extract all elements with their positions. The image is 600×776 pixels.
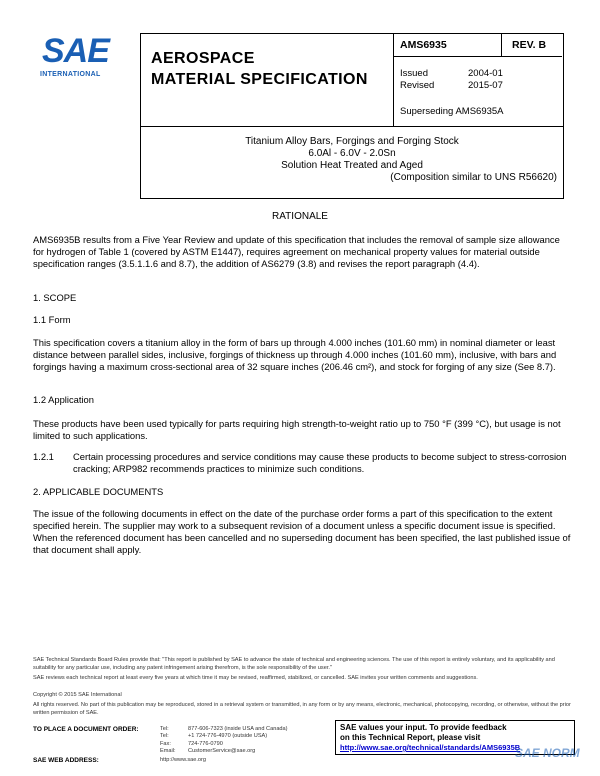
- header-title-line2: MATERIAL SPECIFICATION: [151, 71, 368, 88]
- order-label: TO PLACE A DOCUMENT ORDER:: [33, 726, 139, 733]
- title-line3: Solution Heat Treated and Aged: [281, 160, 423, 171]
- tel2-value: +1 724-776-4970 (outside USA): [188, 733, 268, 739]
- section-1-2-heading: 1.2 Application: [33, 394, 94, 405]
- revision-cell: [501, 34, 563, 56]
- fax-value: 724-776-0790: [188, 741, 223, 747]
- feedback-link[interactable]: http://www.sae.org/technical/standards/AMS6935B: [340, 743, 521, 752]
- header-title-line1: AEROSPACE: [151, 50, 255, 67]
- header-spec-row: [394, 34, 562, 57]
- web-label: SAE WEB ADDRESS:: [33, 757, 99, 764]
- revised-label: Revised: [400, 80, 435, 91]
- sae-logo-subtext: INTERNATIONAL: [40, 71, 101, 78]
- section-1-2-text: These products have been used typically for parts requiring high strength-to-weight ratio up to 750 °F (399 °C), but usage is not limited to such applications.: [33, 418, 561, 441]
- tel2-label: Tel:: [160, 733, 169, 739]
- header-title-cell: [141, 34, 394, 126]
- email-value[interactable]: CustomerService@sae.org: [188, 748, 256, 754]
- web-value[interactable]: http://www.sae.org: [160, 757, 207, 763]
- section-1-2-1-text: Certain processing procedures and service conditions may cause these products to become subject to stress-corrosion cracking; ARP982 recommends practices to minimize such conditions.: [73, 451, 567, 474]
- section-1-1-text: This specification covers a titanium alloy in the form of bars up through 4.000 inches (101.60 mm) in nominal diameter or least distance between parallel sides, inclusive, forgings of thickness up through 4.000 inches (101.60 mm), inclusive, with bars and forgings having a maximum cross-sectional area of 32 square inches (206.46 cm²), and stock for forging of any size (See 8.7).: [33, 337, 557, 372]
- section-1-2-1-number: 1.2.1: [33, 451, 54, 462]
- issued-label: Issued: [400, 68, 428, 79]
- section-2-heading: 2. APPLICABLE DOCUMENTS: [33, 486, 164, 497]
- tel-value: 877-606-7323 (inside USA and Canada): [188, 726, 288, 732]
- title-line1: Titanium Alloy Bars, Forgings and Forging Stock: [245, 136, 459, 147]
- footer-para-1: SAE Technical Standards Board Rules provide that: "This report is published by SAE to advance the state of technical and engineering sciences. The use of this report is entirely voluntary, and its applicability and suitability for any particular use, including any patent infringement arising therefrom, is the sole responsibility of the user.": [33, 657, 555, 671]
- feedback-line2: on this Technical Report, please visit: [340, 733, 481, 742]
- sae-logo: [36, 34, 128, 82]
- footer-para-4: All rights reserved. No part of this publication may be reproduced, stored in a retrieval system or transmitted, in any form or by any means, electronic, mechanical, photocopying, recording, or otherwise, without the prior written permission of SAE.: [33, 702, 571, 716]
- issued-date: 2004-01: [468, 68, 503, 79]
- title-line2: 6.0Al - 6.0V - 2.0Sn: [308, 148, 396, 159]
- title-box: [140, 126, 564, 199]
- email-label: Email:: [160, 748, 176, 754]
- revised-date: 2015-07: [468, 80, 503, 91]
- section-2-text: The issue of the following documents in effect on the date of the purchase order forms a part of this specification to the extent specified herein. The supplier may work to a subsequent revision of a document unless a specific document issue is specified. When the referenced document has been cancelled and no superseding document has been specified, the last published issue of that document shall apply.: [33, 508, 571, 555]
- revision-label: REV. B: [512, 39, 547, 51]
- section-1-heading: 1. SCOPE: [33, 292, 77, 303]
- tel-label: Tel:: [160, 726, 169, 732]
- header-box: [140, 33, 564, 127]
- spec-number: AMS6935: [400, 39, 447, 51]
- rationale-text: AMS6935B results from a Five Year Review and update of this specification that includes the removal of sample size allowance for hydrogen of Table 1 (covered by ASTM E1447), requires agreement on mechanical property values for material outside specification ranges (3.5.1.1.6 and 8.7), the addition of AS6279 (3.8) and revises the report paragraph (4.4).: [33, 234, 560, 269]
- superseding-text: Superseding AMS6935A: [400, 106, 504, 117]
- footer-para-2: SAE reviews each technical report at least every five years at which time it may be revised, reaffirmed, stabilized, or cancelled. SAE invites your written comments and suggestions.: [33, 675, 478, 681]
- rationale-heading: RATIONALE: [272, 211, 328, 222]
- sae-logo-text: SAE: [42, 32, 109, 70]
- footer-copyright: Copyright © 2015 SAE International: [33, 692, 122, 698]
- feedback-line1: SAE values your input. To provide feedback: [340, 723, 507, 732]
- section-1-1-heading: 1.1 Form: [33, 314, 71, 325]
- title-line4: (Composition similar to UNS R56620): [390, 172, 557, 183]
- fax-label: Fax:: [160, 741, 171, 747]
- sae-norm-watermark: SAE NORM: [515, 746, 580, 760]
- header-info-cell: [394, 34, 562, 126]
